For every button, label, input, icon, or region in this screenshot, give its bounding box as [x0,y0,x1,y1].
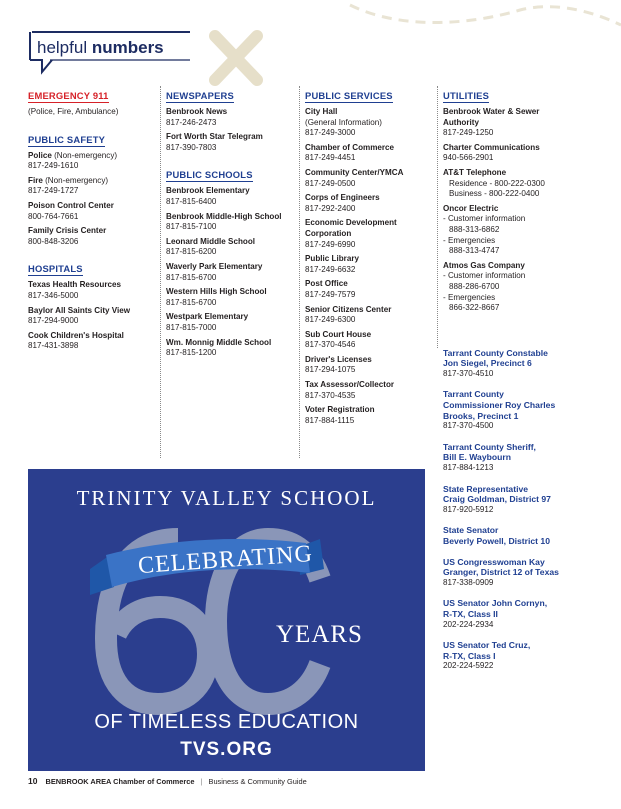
list-item: Oncor Electric - Customer information 888-313-6862 - Emergencies 888-313-4747 [443,203,526,256]
emergency-detail: (Police, Fire, Ambulance) [28,107,119,116]
list-item: Benbrook Water & Sewer Authority 817-249-1250 [443,107,540,138]
ad-banner-text: CELEBRATING [137,540,314,580]
trinity-valley-school-ad [28,469,425,771]
section-heading-hospitals: HOSPITALS [28,263,83,275]
column-divider [437,86,438,348]
list-item: Wm. Monnig Middle School 817-815-1200 [166,337,272,358]
list-item: Voter Registration 817-884-1115 [305,405,375,425]
list-item: Tax Assessor/Collector 817-370-4535 [305,380,395,400]
list-item: Poison Control Center 800-764-7661 [28,200,114,221]
section-heading-public-safety: PUBLIC SAFETY [28,133,106,145]
official-entry: Tarrant County Commissioner Roy Charles Brooks, Precinct 1 817-370-4500 [443,389,556,431]
section-heading-emergency: EMERGENCY 911 [28,90,109,101]
list-item: Police (Non-emergency) 817-249-1610 [28,150,118,171]
list-item: Western Hills High School 817-815-6700 [166,287,267,307]
list-item: Economic Development Corporation 817-249-6990 [305,218,397,249]
page-footer [28,776,307,786]
official-entry: State Representative Craig Goldman, District 97 817-920-5912 [443,483,551,514]
list-item: Benbrook Middle-High School 817-815-7100 [166,211,282,232]
page-title: helpful numbers [37,38,164,57]
ad-url: TVS.ORG [180,739,273,760]
list-item: Fire (Non-emergency) 817-249-1727 [28,175,109,196]
list-item: Public Library 817-249-6632 [305,254,359,274]
section-heading-newspapers: NEWSPAPERS [166,90,234,101]
list-item: Corps of Engineers 817-292-2400 [305,193,380,213]
column-newspapers-schools [166,86,296,363]
list-item: Benbrook Elementary 817-815-6400 [166,186,250,206]
list-item: Atmos Gas Company - Customer information 888-286-6700 - Emergencies 866-322-8667 [443,260,526,313]
list-item: Leonard Middle School 817-815-6200 [166,236,256,257]
list-item: Cook Children's Hospital 817-431-3898 [28,330,124,351]
list-item: Chamber of Commerce 817-249-4451 [305,142,395,163]
list-item: Charter Communications 940-566-2901 [443,142,540,163]
list-item: Benbrook News 817-246-2473 [166,107,228,127]
footer-separator: | [200,777,203,786]
footer-org: BENBROOK AREA Chamber of Commerce [45,777,195,786]
official-entry: Tarrant County Sheriff, Bill E. Waybourn 817-884-1213 [443,441,536,473]
ad-years-text: YEARS [276,621,363,648]
official-entry: US Congresswoman Kay Granger, District 12 of Texas 817-338-0909 [443,556,559,587]
ad-tagline: OF TIMELESS EDUCATION [94,711,359,733]
page-number: 10 [28,776,38,786]
column-divider [299,86,300,458]
column-public-services [305,86,437,430]
list-item: City Hall (General Information) 817-249-3000 [305,107,382,138]
section-heading-public-services: PUBLIC SERVICES [305,90,393,101]
column-utilities-officials [443,86,615,682]
official-entry: State Senator Beverly Powell, District 10 [443,525,550,546]
column-divider [160,86,161,458]
ad-school-name: TRINITY VALLEY SCHOOL [76,486,377,510]
list-item: Fort Worth Star Telegram 817-390-7803 [166,132,263,152]
list-item: Texas Health Resources 817-346-5000 [28,280,121,300]
list-item: Westpark Elementary 817-815-7000 [166,312,249,332]
list-item: AT&T Telephone Residence - 800-222-0300 Business - 800-222-0400 [443,167,545,199]
list-item: Baylor All Saints City View 817-294-9000 [28,305,131,326]
footer-guide: Business & Community Guide [208,777,307,786]
official-entry: US Senator Ted Cruz, R-TX, Class I 202-224-5922 [443,640,531,671]
official-entry: US Senator John Cornyn, R-TX, Class II 202-224-2934 [443,598,548,629]
section-heading-utilities: UTILITIES [443,90,490,101]
list-item: Community Center/YMCA 817-249-0500 [305,167,404,188]
section-header [28,30,193,72]
list-item: Senior Citizens Center 817-249-6300 [305,304,392,325]
list-item: Sub Court House 817-370-4546 [305,329,372,350]
list-item: Waverly Park Elementary 817-815-6700 [166,261,263,282]
list-item: Family Crisis Center 800-848-3206 [28,226,107,246]
list-item: Post Office 817-249-7579 [305,279,356,299]
column-emergency-safety-hospitals [28,86,158,356]
x-mark-icon [205,28,265,88]
section-heading-public-schools: PUBLIC SCHOOLS [166,169,253,181]
list-item: Driver's Licenses 817-294-1075 [305,354,372,375]
official-entry: Tarrant County Constable Jon Siegel, Precinct 6 817-370-4510 [443,347,548,378]
